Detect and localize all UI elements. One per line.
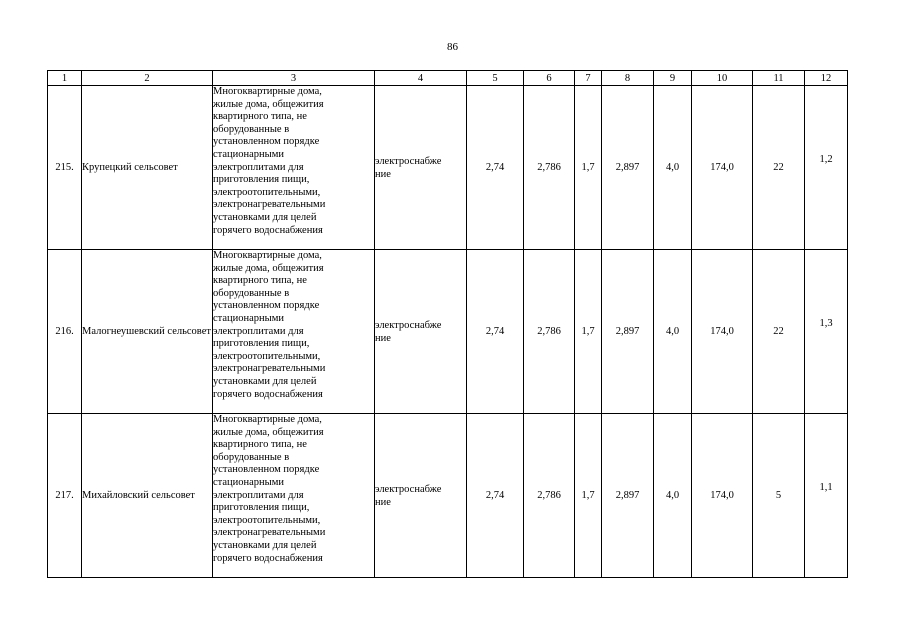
header-cell-10: 10 (692, 71, 753, 86)
row-number: 215. (48, 86, 82, 250)
value-c7: 1,7 (575, 414, 602, 578)
value-c11: 22 (753, 250, 805, 414)
value-c9: 4,0 (654, 250, 692, 414)
value-c7: 1,7 (575, 250, 602, 414)
consumer-category (213, 86, 375, 250)
category-line: электронагревательными (213, 199, 326, 211)
category-line: электронагревательными (213, 527, 326, 539)
category-line: оборудованные в (213, 287, 290, 299)
value-c8: 2,897 (602, 86, 654, 250)
value-c6: 2,786 (524, 250, 575, 414)
header-cell-2: 2 (82, 71, 213, 86)
category-line: электроплитами для (213, 325, 304, 337)
service-line: электроснабже (375, 155, 442, 167)
category-line: приготовления пищи, (213, 338, 310, 350)
category-line: оборудованные в (213, 123, 290, 135)
category-line: установками для целей (213, 539, 317, 551)
category-line: квартирного типа, не (213, 439, 307, 451)
category-line: жилые дома, общежития (213, 426, 324, 438)
category-line: электроплитами для (213, 489, 304, 501)
header-cell-5: 5 (467, 71, 524, 86)
service-line: ние (375, 168, 391, 180)
page-number: 86 (447, 41, 458, 53)
category-line: электронагревательными (213, 363, 326, 375)
value-c6: 2,786 (524, 86, 575, 250)
category-line: установками для целей (213, 211, 317, 223)
header-cell-11: 11 (753, 71, 805, 86)
table-row (48, 86, 848, 250)
category-line: приготовления пищи, (213, 502, 310, 514)
value-c12-text: 1,2 (819, 154, 833, 165)
category-line: стационарными (213, 476, 284, 488)
utility-service (375, 250, 467, 414)
category-line: горячего водоснабжения (213, 388, 323, 400)
header-cell-1: 1 (48, 71, 82, 86)
value-c9: 4,0 (654, 414, 692, 578)
category-line: установленном порядке (213, 464, 320, 476)
category-line: установленном порядке (213, 136, 320, 148)
value-c8: 2,897 (602, 250, 654, 414)
utility-service (375, 86, 467, 250)
category-line: установками для целей (213, 375, 317, 387)
category-line: электроотопительными, (213, 514, 321, 526)
value-c10: 174,0 (692, 86, 753, 250)
value-c5: 2,74 (467, 414, 524, 578)
value-c11: 22 (753, 86, 805, 250)
value-c10: 174,0 (692, 414, 753, 578)
value-c7: 1,7 (575, 86, 602, 250)
value-c12 (805, 250, 848, 414)
category-line: горячего водоснабжения (213, 552, 323, 564)
category-line: Многоквартирные дома, (213, 250, 322, 261)
tariff-table (47, 70, 848, 578)
category-line: приготовления пищи, (213, 174, 310, 186)
consumer-category (213, 414, 375, 578)
value-c12 (805, 86, 848, 250)
category-line: жилые дома, общежития (213, 262, 324, 274)
category-line: электроплитами для (213, 161, 304, 173)
value-c12-text: 1,3 (819, 318, 833, 329)
category-line: стационарными (213, 312, 284, 324)
value-c10: 174,0 (692, 250, 753, 414)
category-line: стационарными (213, 148, 284, 160)
category-line: электроотопительными, (213, 186, 321, 198)
header-cell-7: 7 (575, 71, 602, 86)
category-line: жилые дома, общежития (213, 98, 324, 110)
category-line: оборудованные в (213, 451, 290, 463)
table-row (48, 250, 848, 414)
category-line: квартирного типа, не (213, 111, 307, 123)
header-cell-9: 9 (654, 71, 692, 86)
header-cell-6: 6 (524, 71, 575, 86)
value-c12 (805, 414, 848, 578)
settlement-name: Крупецкий сельсовет (82, 86, 213, 250)
value-c6: 2,786 (524, 414, 575, 578)
table-body (48, 86, 848, 578)
service-line: ние (375, 496, 391, 508)
category-line: электроотопительными, (213, 350, 321, 362)
value-c11: 5 (753, 414, 805, 578)
category-line: горячего водоснабжения (213, 224, 323, 236)
value-c12-text: 1,1 (819, 482, 833, 493)
header-cell-3: 3 (213, 71, 375, 86)
table-row (48, 414, 848, 578)
category-line: Многоквартирные дома, (213, 414, 322, 425)
row-number: 216. (48, 250, 82, 414)
header-cell-8: 8 (602, 71, 654, 86)
row-number: 217. (48, 414, 82, 578)
consumer-category (213, 250, 375, 414)
utility-service (375, 414, 467, 578)
header-cell-4: 4 (375, 71, 467, 86)
value-c9: 4,0 (654, 86, 692, 250)
service-line: ние (375, 332, 391, 344)
settlement-name: Малогнеушевский сельсовет (82, 250, 213, 414)
value-c5: 2,74 (467, 86, 524, 250)
category-line: Многоквартирные дома, (213, 86, 322, 97)
header-cell-12: 12 (805, 71, 848, 86)
value-c8: 2,897 (602, 414, 654, 578)
category-line: квартирного типа, не (213, 275, 307, 287)
value-c5: 2,74 (467, 250, 524, 414)
settlement-name: Михайловский сельсовет (82, 414, 213, 578)
header-row (48, 71, 848, 86)
service-line: электроснабже (375, 319, 442, 331)
service-line: электроснабже (375, 483, 442, 495)
category-line: установленном порядке (213, 300, 320, 312)
